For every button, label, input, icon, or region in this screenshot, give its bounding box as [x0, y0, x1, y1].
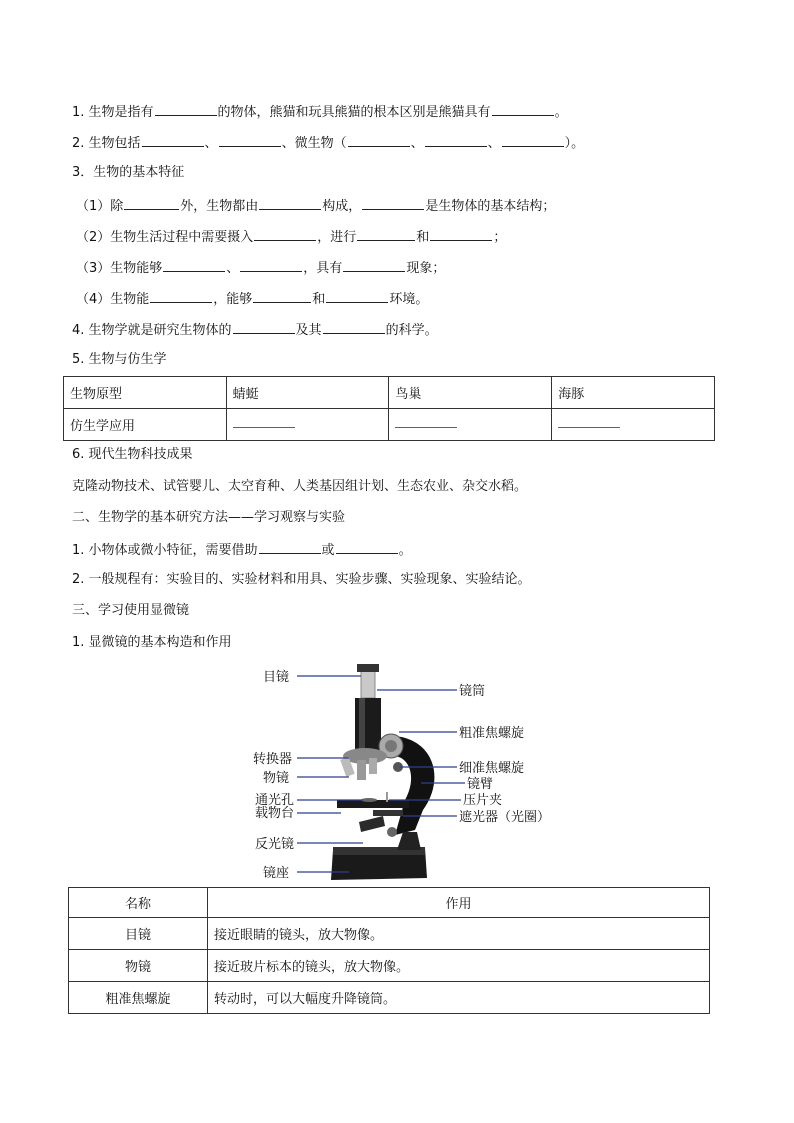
blank[interactable]: [502, 133, 564, 147]
label-fanguang: 反光镜: [255, 837, 295, 852]
table-cell: 仿生学应用: [64, 409, 227, 441]
blank[interactable]: [233, 320, 295, 334]
section-6-title: 6. 现代生物科技成果: [72, 447, 193, 462]
table-cell: 目镜: [69, 918, 208, 950]
blank[interactable]: [155, 102, 217, 116]
blank[interactable]: [259, 196, 321, 210]
table-cell: 蜻蜓: [226, 377, 389, 409]
blank[interactable]: [254, 227, 316, 241]
heading-3: 三、学习使用显微镜: [72, 603, 190, 618]
table-row: [69, 982, 710, 1014]
q1: 1. 生物是指有 的物体，熊猫和玩具熊猫的根本区别是熊猫具有 。: [72, 102, 568, 122]
blank[interactable]: [150, 289, 212, 303]
blank[interactable]: [336, 540, 398, 554]
table-cell: 接近玻片标本的镜头，放大物像。: [208, 950, 710, 982]
microscope-diagram: [245, 660, 565, 884]
header-cell: 名称: [69, 888, 208, 918]
q3-1: （1）除 外，生物都由 构成， 是生物体的基本结构；: [76, 196, 555, 216]
answer-blank[interactable]: [233, 417, 295, 428]
label-jingzuo: 镜座: [263, 866, 290, 881]
blank[interactable]: [142, 133, 204, 147]
heading-3-1: 1. 显微镜的基本构造和作用: [72, 635, 232, 650]
table-cell[interactable]: [552, 409, 715, 441]
m2: 2. 一般规程有：实验目的、实验材料和用具、实验步骤、实验现象、实验结论。: [72, 572, 531, 587]
blank[interactable]: [348, 133, 410, 147]
blank[interactable]: [163, 258, 225, 272]
blank[interactable]: [240, 258, 302, 272]
table-row: [64, 377, 715, 409]
table-row: [64, 409, 715, 441]
blank[interactable]: [219, 133, 281, 147]
table-row: [69, 950, 710, 982]
blank[interactable]: [323, 320, 385, 334]
table-cell: 转动时，可以大幅度升降镜筒。: [208, 982, 710, 1014]
table-cell[interactable]: [389, 409, 552, 441]
table-cell: 生物原型: [64, 377, 227, 409]
table-header-row: [69, 888, 710, 918]
answer-blank[interactable]: [395, 417, 457, 428]
blank[interactable]: [343, 258, 405, 272]
blank[interactable]: [492, 102, 554, 116]
label-yapian: 压片夹: [463, 793, 503, 808]
label-jingbi: 镜臂: [467, 777, 494, 792]
label-zhuanhuan: 转换器: [253, 752, 293, 767]
q4: 4. 生物学就是研究生物体的 及其 的科学。: [72, 320, 438, 340]
table-cell: 接近眼睛的镜头，放大物像。: [208, 918, 710, 950]
section-5-title: 5. 生物与仿生学: [72, 352, 167, 367]
label-wujing: 物镜: [263, 771, 290, 786]
section-6-text: 克隆动物技术、试管婴儿、太空育种、人类基因组计划、生态农业、杂交水稻。: [72, 479, 528, 494]
label-tongguang: 通光孔: [255, 793, 295, 808]
m1: 1. 小物体或微小特征，需要借助 或 。: [72, 540, 412, 560]
table-cell[interactable]: [226, 409, 389, 441]
table-cell: 海豚: [552, 377, 715, 409]
section-3-title: 3．生物的基本特征: [72, 165, 185, 180]
blank[interactable]: [253, 289, 311, 303]
label-mujing: 目镜: [263, 670, 290, 685]
label-zaiwu: 载物台: [255, 806, 295, 821]
q3-2: （2）生物生活过程中需要摄入 ，进行 和 ；: [76, 227, 506, 247]
heading-2: 二、生物学的基本研究方法——学习观察与实验: [72, 510, 346, 525]
q3-3: （3）生物能够 、 ，具有 现象；: [76, 258, 445, 278]
answer-blank[interactable]: [558, 417, 620, 428]
q2: 2. 生物包括 、 、微生物（ 、 、 ）。: [72, 133, 584, 153]
q3-4: （4）生物能 ，能够 和 环境。: [76, 289, 428, 309]
table-cell: 粗准焦螺旋: [69, 982, 208, 1014]
blank[interactable]: [259, 540, 321, 554]
blank[interactable]: [362, 196, 424, 210]
table-row: [69, 918, 710, 950]
bionics-table: [63, 376, 715, 441]
header-cell: 作用: [208, 888, 710, 918]
blank[interactable]: [425, 133, 487, 147]
label-xizhun: 细准焦螺旋: [459, 761, 525, 776]
label-jingtong: 镜筒: [459, 684, 486, 699]
blank[interactable]: [124, 196, 179, 210]
microscope-parts-table: [68, 887, 710, 1014]
blank[interactable]: [326, 289, 388, 303]
table-cell: 鸟巢: [389, 377, 552, 409]
table-cell: 物镜: [69, 950, 208, 982]
blank[interactable]: [430, 227, 492, 241]
label-cuzhun: 粗准焦螺旋: [459, 726, 525, 741]
label-zheguang: 遮光器（光圈）: [459, 810, 551, 825]
blank[interactable]: [357, 227, 415, 241]
